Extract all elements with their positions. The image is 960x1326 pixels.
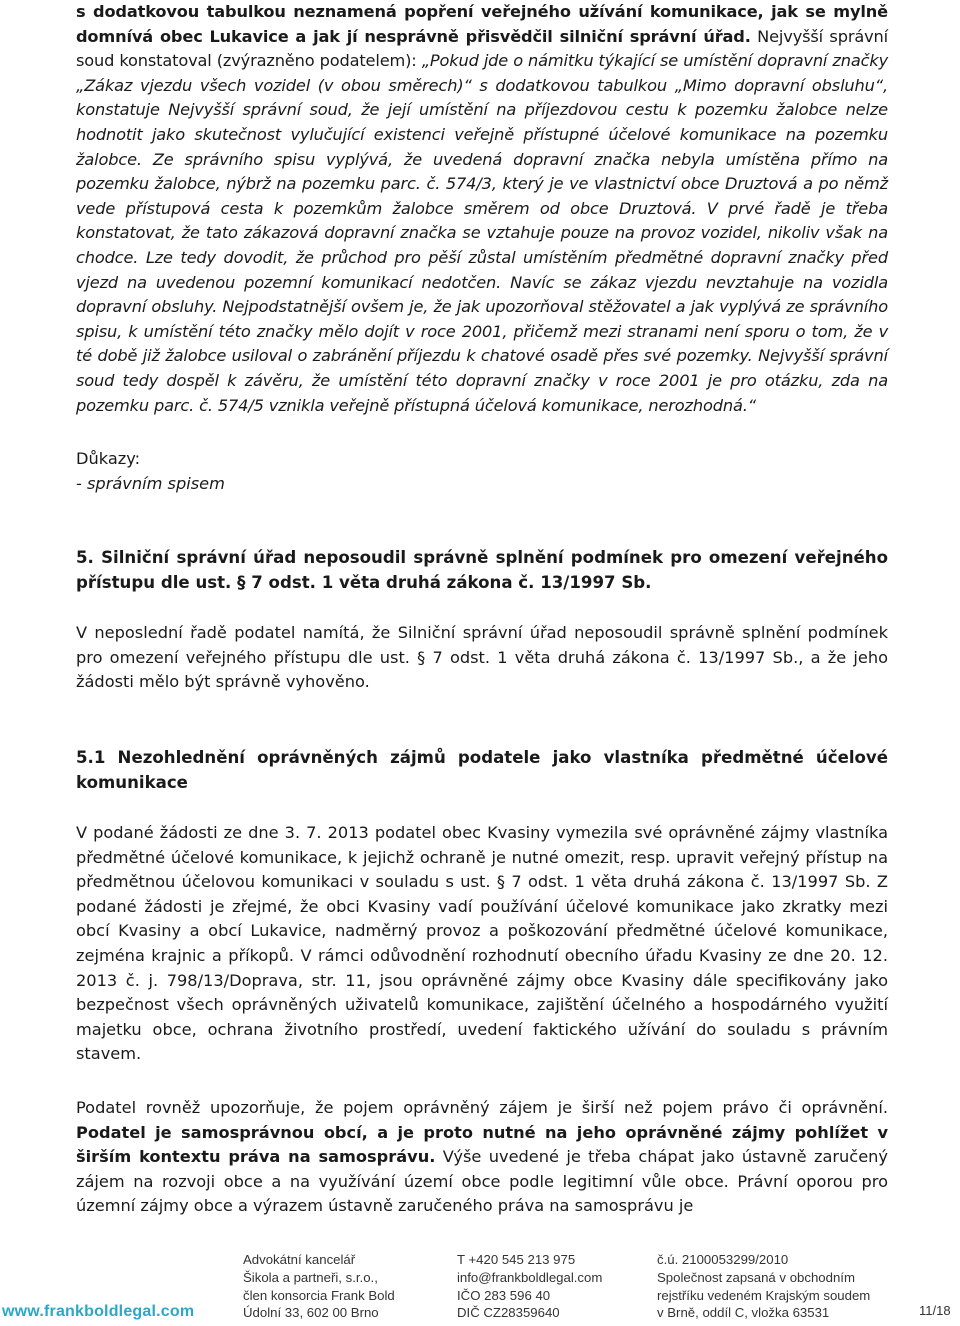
footer-phone: T +420 545 213 975	[457, 1252, 576, 1267]
footer-website-link[interactable]: www.frankboldlegal.com	[2, 1303, 195, 1320]
footer-line: v Brně, oddíl C, vložka 63531	[657, 1305, 830, 1321]
section-5-paragraph: V neposlední řadě podatel namítá, že Silniční správní úřad neposoudil správně splnění podmínek pro omezení veřejného přístupu dle ust. § 7 odst. 1 věta druhá zákona č. 13/1997 Sb., a že jeho žádosti mělo být správně vyhověno.	[76, 623, 888, 692]
section-5-1-heading-block	[76, 746, 888, 795]
court-quote-paragraph	[76, 0, 888, 418]
footer-line: Společnost zapsaná v obchodním	[657, 1269, 855, 1285]
paragraph-2-emphasis: Podatel je samosprávnou obcí, a je proto nutné na jeho oprávněné zájmy pohlížet v širším kontextu práva na samosprávu.	[76, 1122, 888, 1167]
page-number: 11/18	[919, 1303, 951, 1318]
footer-dic: DIČ CZ28359640	[457, 1305, 560, 1321]
evidence-block	[76, 447, 225, 496]
footer-line: člen konsorcia Frank Bold	[243, 1287, 395, 1303]
footer-line: Údolní 33, 602 00 Brno	[243, 1305, 379, 1321]
footer-ico: IČO 283 596 40	[457, 1287, 551, 1303]
section-5-1-heading: 5.1 Nezohlednění oprávněných zájmů podatele jako vlastníka předmětné účelové komunikace	[76, 748, 888, 792]
court-quote: „Pokud jde o námitku týkající se umístění dopravní značky „Zákaz vjezdu všech vozidel (v obou směrech)“ s dodatkovou tabulkou „Mimo dopravní obsluhu“, konstatuje Nejvyšší správní soud, že její umístění na příjezdovou cestu k pozemku žalobce nelze hodnotit jako skutečnost vylučující existenci veřejně přístupné účelové komunikace na pozemku žalobce. Ze správního spisu vyplývá, že uvedená dopravní značka nebyla umístěna přímo na pozemku žalobce, nýbrž na pozemku parc. č. 574/3, který je ve vlastnictví obce Druztová a po němž vede přístupová cesta k pozemkům žalobce směrem od obce Druztová. V prvé řadě je třeba konstatovat, že tato zákazová dopravní značka se vztahuje pouze na provoz vozidel, nikoliv však na chodce. Lze tedy dovodit, že průchod pro pěší zůstal umístěním předmětné dopravní značky před vjezd na uvedenou pozemní komunikací nedotčen. Navíc se zákaz vjezdu nevztahuje na vozidla dopravní obsluhy. Nejpodstatnější ovšem je, že jak upozorňoval stěžovatel a jak vyplývá ze správního spisu, k umístění této značky mělo dojít v roce 2001, přičemž mezi stranami není sporu o tom, že v té době již žalobce usiloval o zabránění příjezdu k chatové osadě přes své pozemky. Nejvyšší správní soud tedy dospěl k závěru, že umístění této dopravní značky v roce 2001 je pro otázku, zda na pozemku parc. č. 574/5 vznikla veřejně přístupná účelová komunikace, nerozhodná.“	[76, 51, 888, 415]
paragraph-2-intro: Podatel rovněž upozorňuje, že pojem oprávněný zájem je širší než pojem právo či oprávnění.	[76, 1098, 888, 1117]
footer-email[interactable]: info@frankboldlegal.com	[457, 1269, 603, 1285]
section-5-heading: 5. Silniční správní úřad neposoudil správně splnění podmínek pro omezení veřejného přístupu dle ust. § 7 odst. 1 věta druhá zákona č. 13/1997 Sb.	[76, 548, 888, 592]
section-5-1-paragraph-1-block	[76, 821, 888, 1067]
intro-bold-lead: s dodatkovou tabulkou neznamená popření veřejného užívání komunikace, jak se mylně domnívá obec Lukavice a jak jí nesprávně přisvědčil silniční správní úřad.	[76, 2, 888, 46]
section-5-1-paragraph-2-block	[76, 1096, 888, 1219]
section-5-heading-block	[76, 546, 888, 595]
paragraph-2-tail: Výše uvedené je třeba chápat jako ústavně zaručený zájem na rozvoji obce a na využívání území obce podle legitimní vůle obce. Právní oporou pro územní zájmy obce a výrazem ústavně zaručeného práva na samosprávu je	[76, 1147, 888, 1216]
footer-registry-info	[657, 1251, 870, 1322]
evidence-label: Důkazy:	[76, 449, 141, 468]
footer-firm-info	[243, 1251, 395, 1322]
evidence-item: - správním spisem	[76, 473, 225, 493]
section-5-paragraph-block	[76, 621, 888, 695]
footer-line: Advokátní kancelář	[243, 1252, 356, 1267]
footer-line: rejstříku vedeném Krajským soudem	[657, 1287, 871, 1303]
footer-line: Šikola a partneři, s.r.o.,	[243, 1269, 378, 1285]
section-5-1-paragraph-2	[76, 1096, 888, 1219]
footer-contact-info	[457, 1251, 602, 1322]
footer-line: č.ú. 2100053299/2010	[657, 1252, 789, 1267]
section-5-1-paragraph-1: V podané žádosti ze dne 3. 7. 2013 podatel obec Kvasiny vymezila své oprávněné zájmy vlastníka předmětné účelové komunikace, k jejichž ochraně je nutné omezit, resp. upravit veřejný přístup na předmětnou účelovou komunikaci v souladu s ust. § 7 odst. 1 věta druhá zákona č. 13/1997 Sb. Z podané žádosti je zřejmé, že obci Kvasiny vadí používání účelové komunikace jako zkratky mezi obcí Kvasiny a obcí Lukavice, nadměrný provoz a poškozování předmětné účelové komunikace, zejména krajnic a příkopů. V rámci odůvodnění rozhodnutí obecního úřadu Kvasiny ze dne 20. 12. 2013 č. j. 798/13/Doprava, str. 11, jsou oprávněné zájmy obce Kvasiny dále specifikovány jako bezpečnost všech oprávněných uživatelů komunikace, zajištění účelného a hospodárného využití majetku obce, ochrana životního prostředí, uvedení faktického užívání do souladu s právním stavem.	[76, 823, 888, 1064]
intro-text: Nejvyšší správní soud konstatoval (zvýrazněno podatelem):	[76, 26, 888, 71]
page-footer	[0, 1250, 960, 1326]
